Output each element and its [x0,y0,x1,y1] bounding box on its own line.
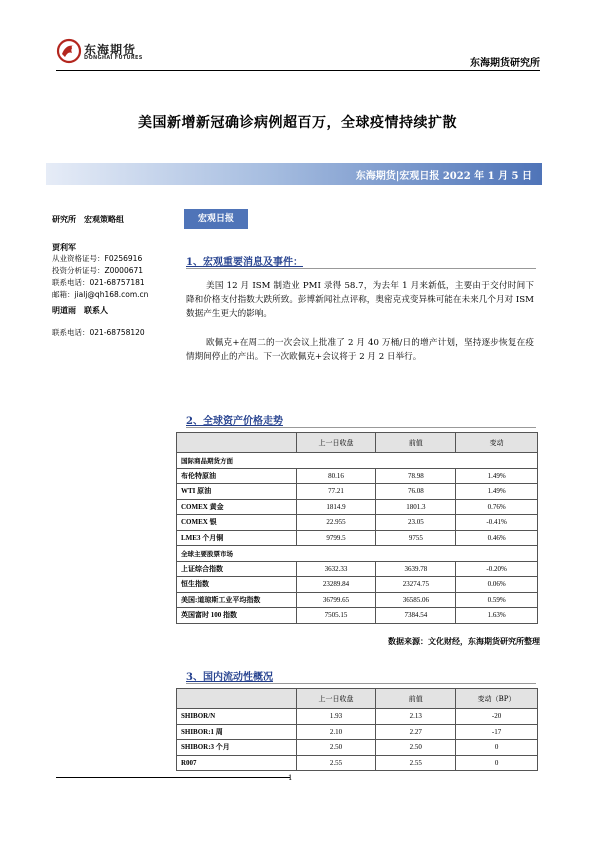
logo-text-cn: 东海期货 [84,43,137,57]
page-header [56,36,540,72]
table-row [177,755,538,771]
cell-change: 1.49% [456,468,538,484]
group-commodities: 国际商品期货方面 [177,453,538,469]
table-row [177,740,538,756]
section-rule [186,683,536,684]
cell-change: -0.20% [456,561,538,577]
data-source-note: 数据来源：文化财经，东海期货研究所整理 [388,636,540,646]
cell-close: 2.10 [296,724,376,740]
table-group-row [177,453,538,469]
row-label: 恒生指数 [177,577,297,593]
row-label: WTI 原油 [177,484,297,500]
cell-change: -20 [456,709,538,725]
cell-close: 2.55 [296,755,376,771]
cell-change: 0 [456,740,538,756]
cell-change: -17 [456,724,538,740]
cell-close: 3632.33 [296,561,376,577]
institute-name: 东海期货研究所 [470,58,540,69]
asset-price-table [176,432,538,624]
cell-prev: 76.08 [376,484,456,500]
section-rule [186,427,536,428]
section-asset-prices-title: 2、全球资产价格走势 [186,416,283,427]
row-label: SHIBOR:1 周 [177,724,297,740]
cell-prev: 2.50 [376,740,456,756]
contact-name: 明道雨 联系人 [52,305,108,315]
cell-close: 80.16 [296,468,376,484]
row-label: 美国:道琼斯工业平均指数 [177,592,297,608]
analyst-phone: 联系电话：021-68757181 [52,278,145,287]
logo-text-en: DONGHAI FUTURES [84,55,143,61]
page-number: 1 [288,774,293,782]
group-equities: 全球主要股票市场 [177,546,538,562]
banner-text: 东海期货|宏观日报 2022 年 1 月 5 日 [355,171,532,182]
cell-close: 77.21 [296,484,376,500]
table-row [177,608,538,624]
row-label: 上证综合指数 [177,561,297,577]
row-label: R007 [177,755,297,771]
analyst-license: 从业资格证号：F0256916 [52,254,143,263]
cell-prev: 23.05 [376,515,456,531]
cell-prev: 9755 [376,530,456,546]
table-header-cell: 前值 [376,433,456,453]
cell-prev: 78.98 [376,468,456,484]
cell-prev: 7384.54 [376,608,456,624]
cell-change: 0 [456,755,538,771]
cell-prev: 2.55 [376,755,456,771]
analyst-email[interactable]: 邮箱：jialj@qh168.com.cn [52,290,149,299]
table-row [177,499,538,515]
table-header-cell: 上一日收盘 [296,433,376,453]
cell-prev: 3639.78 [376,561,456,577]
table-row [177,468,538,484]
cell-change: 0.06% [456,577,538,593]
news-paragraph-1: 美国 12 月 ISM 制造业 PMI 录得 58.7，为去年 1 月来新低，主要由于交付时间下降和价格支付指数大跌所致。彭博新闻社点评称，奥密克戎变异株可能在未来几个月对 ISM 数据产生更大的影响。 [186,281,534,319]
team-name: 研究所 宏观策略组 [52,214,124,224]
section-rule [186,268,536,269]
table-row [177,724,538,740]
table-row [177,484,538,500]
table-header-row [177,433,538,453]
row-label: SHIBOR:3 个月 [177,740,297,756]
cell-prev: 2.27 [376,724,456,740]
company-logo [56,36,176,70]
table-header-cell: 变动 [456,433,538,453]
cell-close: 36799.65 [296,592,376,608]
table-header-cell: 变动（BP） [456,689,538,709]
row-label: COMEX 银 [177,515,297,531]
news-paragraph-2: 欧佩克+在周二的一次会议上批准了 2 月 40 万桶/日的增产计划，坚持逐步恢复在疫情期间停止的产出。下一次欧佩克+会议将于 2 月 2 日举行。 [186,338,534,362]
table-header-row [177,689,538,709]
section-liquidity-title: 3、国内流动性概况 [186,672,273,683]
cell-close: 1.93 [296,709,376,725]
table-group-row [177,546,538,562]
cell-change: 1.49% [456,484,538,500]
cell-close: 2.50 [296,740,376,756]
contact-phone: 联系电话：021-68758120 [52,328,145,337]
cell-close: 1814.9 [296,499,376,515]
table-row [177,709,538,725]
cell-change: 0.76% [456,499,538,515]
row-label: 英国富时 100 指数 [177,608,297,624]
cell-change: 0.46% [456,530,538,546]
cell-close: 23289.84 [296,577,376,593]
analyst-invest-license: 投资分析证号：Z0000671 [52,266,144,275]
row-label: COMEX 黄金 [177,499,297,515]
row-label: LME3 个月铜 [177,530,297,546]
cell-close: 22.955 [296,515,376,531]
liquidity-table [176,688,538,771]
row-label: 布伦特原油 [177,468,297,484]
cell-close: 7505.15 [296,608,376,624]
cell-prev: 1801.3 [376,499,456,515]
table-row [177,530,538,546]
table-row [177,561,538,577]
table-header-cell: 上一日收盘 [296,689,376,709]
cell-change: 0.59% [456,592,538,608]
cell-change: 1.63% [456,608,538,624]
analyst-sidebar [52,213,177,339]
table-row [177,592,538,608]
footer-divider [56,777,290,778]
table-row [177,515,538,531]
cell-prev: 36585.06 [376,592,456,608]
header-divider [56,70,540,71]
table-header-cell [177,433,297,453]
cell-change: -0.41% [456,515,538,531]
table-header-cell [177,689,297,709]
table-header-cell: 前值 [376,689,456,709]
table-row [177,577,538,593]
report-banner [46,163,542,185]
row-label: SHIBOR/N [177,709,297,725]
report-type-tag: 宏观日报 [184,209,248,229]
dragon-logo-icon [56,38,82,64]
cell-prev: 2.13 [376,709,456,725]
analyst-name: 贾利军 [52,242,76,252]
cell-prev: 23274.75 [376,577,456,593]
cell-close: 9799.5 [296,530,376,546]
report-title: 美国新增新冠确诊病例超百万，全球疫情持续扩散 [138,115,457,131]
section-macro-news-title: 1、宏观重要消息及事件： [186,257,303,268]
